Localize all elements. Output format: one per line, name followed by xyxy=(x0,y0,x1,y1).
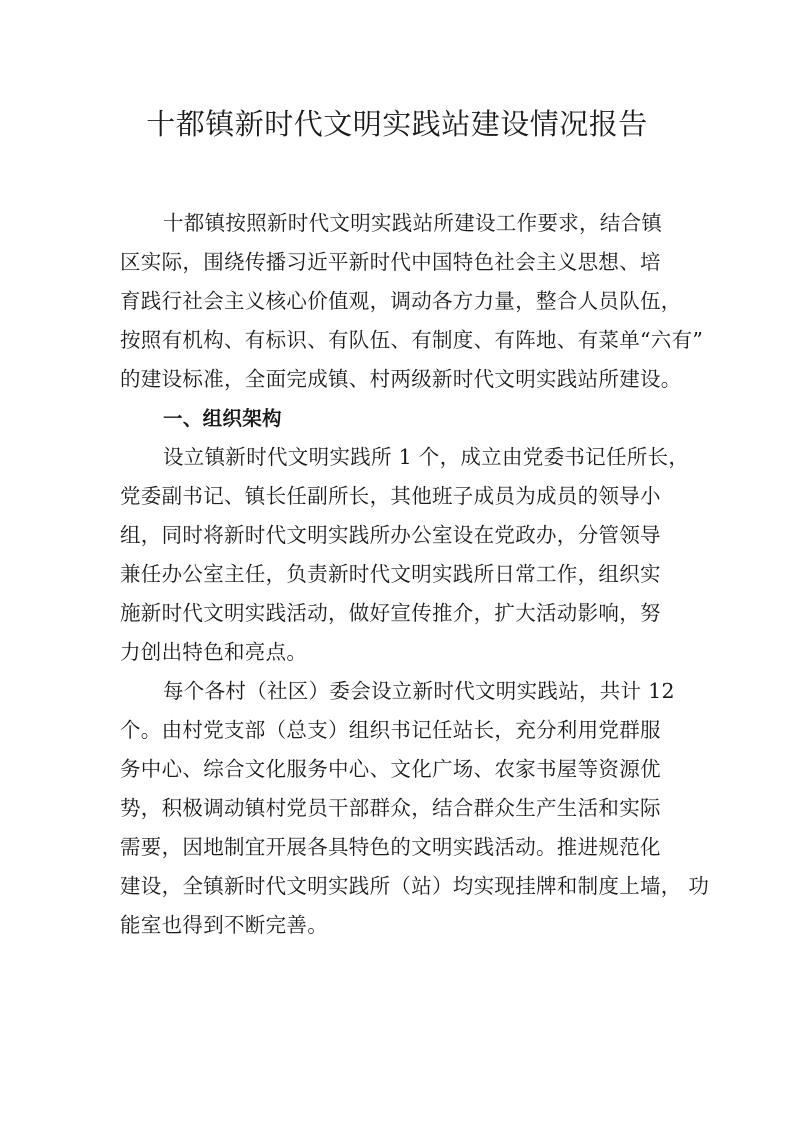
paragraph-line: 的建设标准，全面完成镇、村两级新时代文明实践站所建设。 xyxy=(120,367,682,391)
paragraph-line: 务中心、综合文化服务中心、文化广场、农家书屋等资源优 xyxy=(120,757,661,781)
paragraph-line: 组，同时将新时代文明实践所办公室设在党政办，分管领导 xyxy=(120,523,661,547)
paragraph-line: 力创出特色和亮点。 xyxy=(120,640,308,664)
paragraph-line: 势，积极调动镇村党员干部群众，结合群众生产生活和实际 xyxy=(120,796,661,820)
paragraph-intro xyxy=(120,204,704,399)
paragraph-line: 建设，全镇新时代文明实践所（站）均实现挂牌和制度上墙， 功 xyxy=(120,874,710,898)
paragraph-line: 能室也得到不断完善。 xyxy=(120,913,328,937)
paragraph-line: 需要，因地制宜开展各具特色的文明实践活动。推进规范化 xyxy=(120,835,661,859)
paragraph-line: 党委副书记、镇长任副所长，其他班子成员为成员的领导小 xyxy=(120,484,661,508)
paragraph-line: 按照有机构、有标识、有队伍、有制度、有阵地、有菜单“六有” xyxy=(120,328,704,352)
section-heading xyxy=(120,399,700,438)
document-body xyxy=(120,204,710,945)
paragraph-line: 十都镇按照新时代文明实践站所建设工作要求，结合镇 xyxy=(163,211,663,235)
paragraph-line: 设立镇新时代文明实践所 1 个，成立由党委书记任所长， xyxy=(163,445,690,469)
paragraph-stations xyxy=(120,672,710,945)
paragraph-organization xyxy=(120,438,700,672)
paragraph-line: 施新时代文明实践活动，做好宣传推介，扩大活动影响，努 xyxy=(120,601,661,625)
section-heading-text: 一、组织架构 xyxy=(163,407,282,430)
paragraph-line: 兼任办公室主任，负责新时代文明实践所日常工作，组织实 xyxy=(120,562,661,586)
document-title: 十都镇新时代文明实践站建设情况报告 xyxy=(146,107,648,141)
paragraph-line: 每个各村（社区）委会设立新时代文明实践站，共计 12 xyxy=(163,679,675,703)
paragraph-line: 区实际，围绕传播习近平新时代中国特色社会主义思想、培 xyxy=(120,250,661,274)
paragraph-line: 育践行社会主义核心价值观，调动各方力量，整合人员队伍， xyxy=(120,289,682,313)
paragraph-line: 个。由村党支部（总支）组织书记任站长，充分利用党群服 xyxy=(120,718,661,742)
